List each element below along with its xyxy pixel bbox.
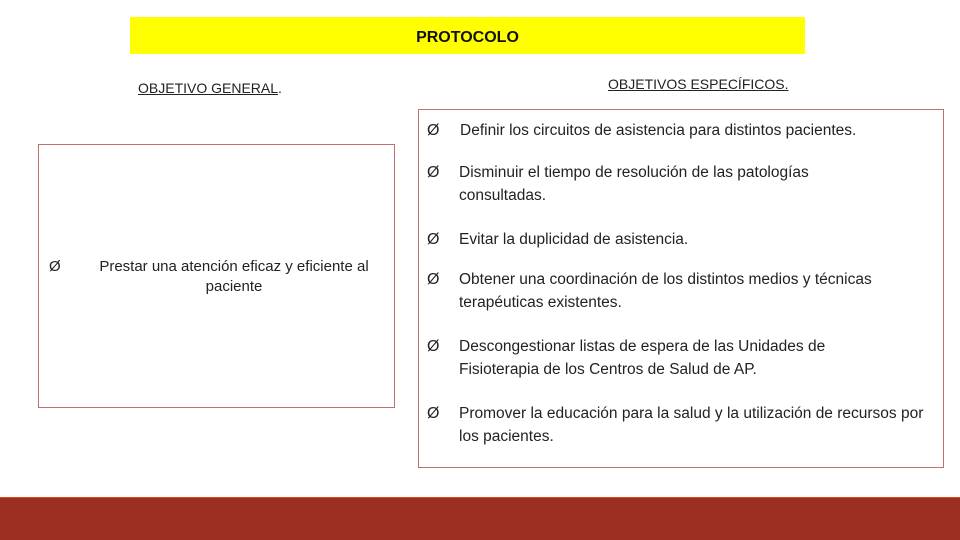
- specific-objective-text: Evitar la duplicidad de asistencia.: [459, 231, 689, 248]
- specific-objective-item: [427, 228, 937, 251]
- arrow-bullet-icon: Ø: [427, 405, 440, 422]
- specific-objective-item: [427, 119, 937, 142]
- general-objective-heading-text: OBJETIVO GENERAL: [138, 80, 279, 96]
- specific-objective-item: [427, 402, 937, 448]
- specific-objective-text: Definir los circuitos de asistencia para distintos pacientes.: [460, 122, 857, 139]
- arrow-bullet-icon: Ø: [427, 164, 440, 181]
- general-objective-heading: [138, 80, 282, 96]
- arrow-bullet-icon: Ø: [427, 122, 440, 139]
- specific-objectives-box: [418, 109, 944, 468]
- specific-objective-item: [427, 268, 937, 314]
- specific-objective-text: Promover la educación para la salud y la utilización de recursos por los pacientes.: [459, 405, 924, 445]
- specific-objectives-heading: OBJETIVOS ESPECÍFICOS.: [608, 76, 789, 92]
- specific-objective-item: [427, 335, 937, 381]
- general-objective-text: Prestar una atención eficaz y eficiente al paciente: [99, 258, 369, 295]
- arrow-bullet-icon: Ø: [427, 231, 440, 248]
- general-objective-heading-dot: .: [278, 80, 282, 96]
- arrow-bullet-icon: Ø: [427, 338, 440, 355]
- specific-objective-text: Descongestionar listas de espera de las Unidades de Fisioterapia de los Centros de Salud de AP.: [459, 338, 826, 378]
- general-objective-box: [38, 144, 395, 408]
- general-objective-item: [49, 257, 394, 297]
- specific-objective-text: Disminuir el tiempo de resolución de las patologías consultadas.: [459, 164, 809, 204]
- arrow-bullet-icon: Ø: [49, 258, 61, 275]
- specific-objective-item: [427, 161, 937, 207]
- footer-bar: [0, 498, 960, 540]
- page-title: PROTOCOLO: [130, 17, 805, 54]
- specific-objective-text: Obtener una coordinación de los distintos medios y técnicas terapéuticas existentes.: [459, 271, 872, 311]
- arrow-bullet-icon: Ø: [427, 271, 440, 288]
